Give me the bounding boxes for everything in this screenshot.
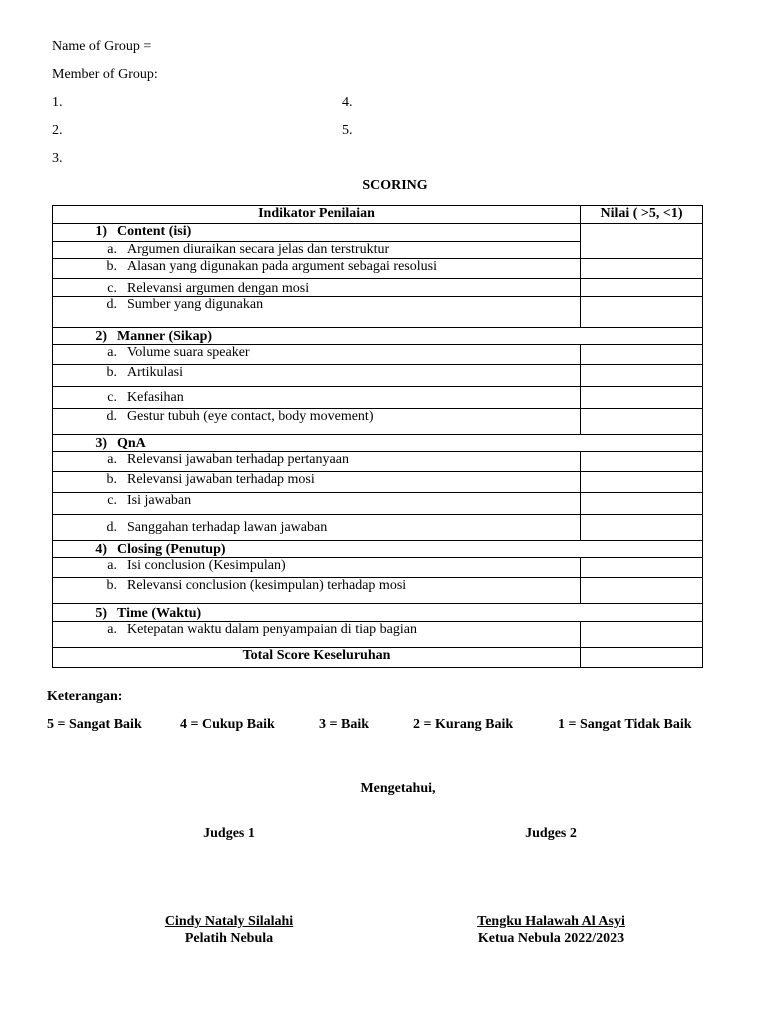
table-row: [53, 297, 703, 328]
item-letter: d.: [106, 409, 117, 424]
table-row: [53, 493, 703, 515]
table-row: [53, 515, 703, 541]
item-text: Relevansi jawaban terhadap pertanyaan: [127, 452, 349, 467]
table-row: [53, 279, 703, 297]
section-row: [53, 604, 703, 622]
section-number: 2): [95, 329, 107, 344]
total-row: [53, 648, 703, 668]
total-score-cell[interactable]: [581, 648, 703, 668]
item-text: Artikulasi: [127, 365, 183, 380]
group-name-label: Name of Group =: [52, 39, 152, 54]
section-row: [53, 435, 703, 452]
value-header: Nilai ( >5, <1): [581, 206, 703, 224]
member-5: 5.: [342, 123, 353, 138]
acknowledged-label: Mengetahui,: [360, 781, 436, 796]
item-text: Sumber yang digunakan: [127, 297, 264, 312]
item-letter: c.: [107, 390, 117, 405]
legend-item: 1 = Sangat Tidak Baik: [558, 717, 692, 732]
indicator-header: Indikator Penilaian: [53, 206, 581, 224]
section-number: 5): [95, 606, 107, 621]
members-label: Member of Group:: [52, 67, 158, 82]
item-letter: c.: [107, 493, 117, 508]
table-header-row: [53, 206, 703, 224]
score-cell[interactable]: [581, 224, 703, 259]
item-letter: a.: [107, 452, 117, 467]
item-text: Relevansi argumen dengan mosi: [127, 281, 310, 296]
score-cell[interactable]: [581, 387, 703, 409]
score-cell[interactable]: [581, 578, 703, 604]
legend-item: 2 = Kurang Baik: [413, 717, 514, 732]
legend-title: Keterangan:: [47, 689, 123, 704]
score-cell[interactable]: [581, 297, 703, 328]
section-row: [53, 541, 703, 558]
item-letter: a.: [107, 242, 117, 257]
item-text: Alasan yang digunakan pada argument sebagai resolusi: [127, 259, 437, 274]
table-row: [53, 365, 703, 387]
item-letter: b.: [106, 578, 117, 593]
member-3: 3.: [52, 151, 63, 166]
item-text: Volume suara speaker: [127, 345, 250, 360]
member-1: 1.: [52, 95, 63, 110]
legend-item: 4 = Cukup Baik: [180, 717, 275, 732]
item-letter: c.: [107, 281, 117, 296]
judge2-name: Tengku Halawah Al Asyi: [477, 914, 625, 929]
member-4: 4.: [342, 95, 353, 110]
item-text: Gestur tubuh (eye contact, body movement): [127, 409, 374, 424]
item-text: Kefasihan: [127, 390, 184, 405]
section-label: Time (Waktu): [117, 606, 202, 621]
section-label: Closing (Penutup): [117, 542, 226, 557]
item-text: Relevansi conclusion (kesimpulan) terhadap mosi: [127, 578, 407, 593]
judge1-role: Pelatih Nebula: [184, 931, 274, 946]
item-text: Isi conclusion (Kesimpulan): [127, 558, 286, 573]
judge1-name: Cindy Nataly Silalahi: [164, 914, 294, 929]
item-letter: b.: [106, 259, 117, 274]
score-cell[interactable]: [581, 345, 703, 365]
table-row: [53, 558, 703, 578]
score-cell[interactable]: [581, 493, 703, 515]
section-label: Content (isi): [117, 224, 192, 239]
table-row: [53, 452, 703, 472]
item-letter: b.: [106, 472, 117, 487]
section-row: [53, 224, 703, 242]
item-text: Isi jawaban: [127, 493, 192, 508]
table-row: [53, 472, 703, 493]
section-number: 3): [95, 436, 107, 451]
score-cell[interactable]: [581, 409, 703, 435]
score-cell[interactable]: [581, 365, 703, 387]
table-row: [53, 409, 703, 435]
item-text: Ketepatan waktu dalam penyampaian di tiap bagian: [127, 622, 418, 637]
page-title: SCORING: [362, 178, 428, 193]
table-row: [53, 622, 703, 648]
member-2: 2.: [52, 123, 63, 138]
score-cell[interactable]: [581, 279, 703, 297]
score-cell[interactable]: [581, 472, 703, 493]
section-row: [53, 328, 703, 345]
item-letter: a.: [107, 345, 117, 360]
score-cell[interactable]: [581, 515, 703, 541]
table-row: [53, 345, 703, 365]
item-letter: b.: [106, 365, 117, 380]
total-label: Total Score Keseluruhan: [53, 648, 581, 668]
item-letter: a.: [107, 558, 117, 573]
table-row: [53, 578, 703, 604]
section-number: 1): [95, 224, 107, 239]
section-number: 4): [95, 542, 107, 557]
item-text: Argumen diuraikan secara jelas dan terstruktur: [127, 242, 390, 257]
section-label: Manner (Sikap): [117, 329, 213, 344]
score-cell[interactable]: [581, 558, 703, 578]
item-letter: d.: [106, 297, 117, 312]
judge2-role: Ketua Nebula 2022/2023: [477, 931, 625, 946]
item-text: Sanggahan terhadap lawan jawaban: [127, 520, 328, 535]
score-cell[interactable]: [581, 452, 703, 472]
table-row: [53, 387, 703, 409]
section-label: QnA: [117, 436, 146, 451]
legend-item: 3 = Baik: [319, 717, 369, 732]
score-cell[interactable]: [581, 259, 703, 279]
judge2-label: Judges 2: [525, 826, 577, 841]
item-text: Relevansi jawaban terhadap mosi: [127, 472, 315, 487]
score-cell[interactable]: [581, 622, 703, 648]
legend-item: 5 = Sangat Baik: [47, 717, 142, 732]
scoring-table: [52, 205, 703, 668]
item-letter: d.: [106, 520, 117, 535]
item-letter: a.: [107, 622, 117, 637]
judge1-label: Judges 1: [203, 826, 255, 841]
table-row: [53, 259, 703, 279]
